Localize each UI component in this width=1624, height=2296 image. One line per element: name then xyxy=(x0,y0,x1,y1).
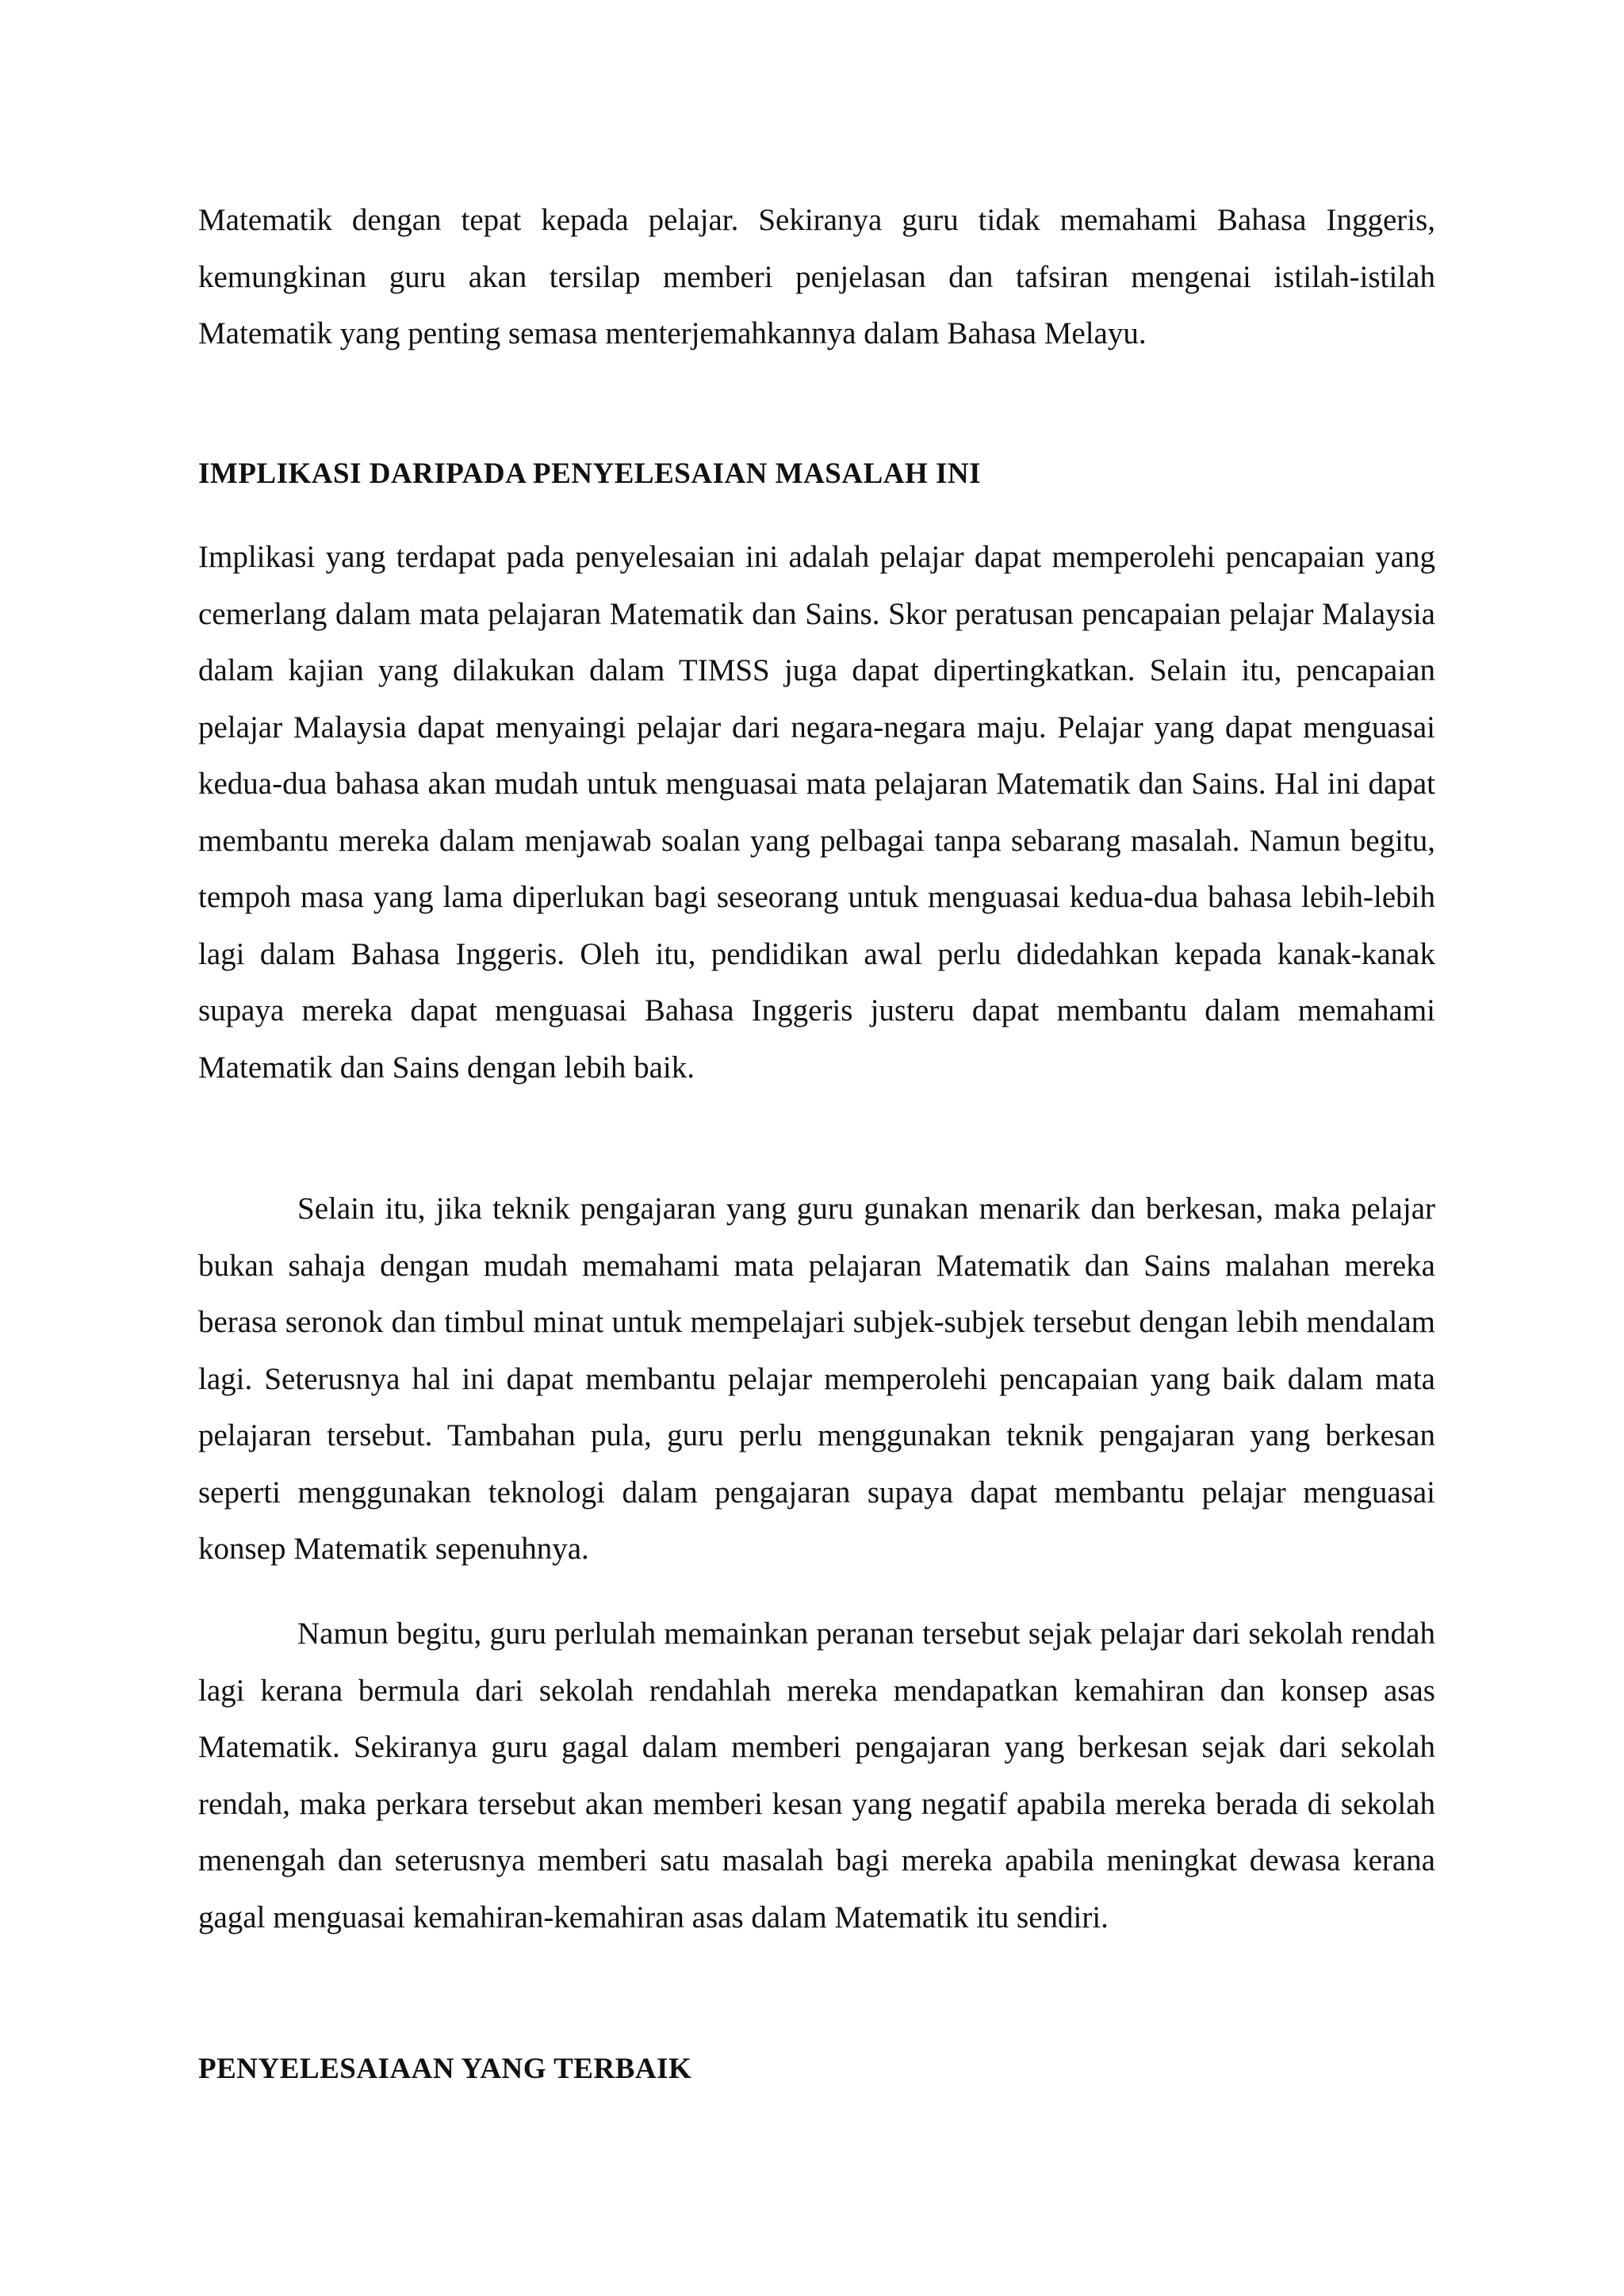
paragraph-implikasi: Implikasi yang terdapat pada penyelesaian ini adalah pelajar dapat memperolehi pencapaian yang cemerlang dalam mata pelajaran Matematik dan Sains. Skor peratusan pencapaian pelajar Malaysia dalam kajian yang dilakukan dalam TIMSS juga dapat dipertingkatkan. Selain itu, pencapaian pelajar Malaysia dapat menyaingi pelajar dari negara-negara maju. Pelajar yang dapat menguasai kedua-dua bahasa akan mudah untuk menguasai mata pelajaran Matematik dan Sains. Hal ini dapat membantu mereka dalam menjawab soalan yang pelbagai tanpa sebarang masalah. Namun begitu, tempoh masa yang lama diperlukan bagi seseorang untuk menguasai kedua-dua bahasa lebih-lebih lagi dalam Bahasa Inggeris. Oleh itu, pendidikan awal perlu didedahkan kepada kanak-kanak supaya mereka dapat menguasai Bahasa Inggeris justeru dapat membantu dalam memahami Matematik dan Sains dengan lebih baik. xyxy=(198,540,1435,1085)
heading-implikasi: IMPLIKASI DARIPADA PENYELESAIAN MASALAH INI xyxy=(198,457,982,490)
heading-penyelesaian: PENYELESAIAAN YANG TERBAIK xyxy=(198,2053,692,2085)
paragraph-selain: Selain itu, jika teknik pengajaran yang guru gunakan menarik dan berkesan, maka pelajar bukan sahaja dengan mudah memahami mata pelajaran Matematik dan Sains malahan mereka berasa seronok dan timbul minat untuk mempelajari subjek-subjek tersebut dengan lebih mendalam lagi. Seterusnya hal ini dapat membantu pelajar memperolehi pencapaian yang baik dalam mata pelajaran tersebut. Tambahan pula, guru perlu menggunakan teknik pengajaran yang berkesan seperti menggunakan teknologi dalam pengajaran supaya dapat membantu pelajar menguasai konsep Matematik sepenuhnya. xyxy=(198,1192,1435,1566)
paragraph-namun: Namun begitu, guru perlulah memainkan peranan tersebut sejak pelajar dari sekolah rendah lagi kerana bermula dari sekolah rendahlah mereka mendapatkan kemahiran dan konsep asas Matematik. Sekiranya guru gagal dalam memberi pengajaran yang berkesan sejak dari sekolah rendah, maka perkara tersebut akan memberi kesan yang negatif apabila mereka berada di sekolah menengah dan seterusnya memberi satu masalah bagi mereka apabila meningkat dewasa kerana gagal menguasai kemahiran-kemahiran asas dalam Matematik itu sendiri. xyxy=(198,1617,1435,1934)
paragraph-intro: Matematik dengan tepat kepada pelajar. Sekiranya guru tidak memahami Bahasa Inggeris, kemungkinan guru akan tersilap memberi penjelasan dan tafsiran mengenai istilah-istilah Matematik yang penting semasa menterjemahkannya dalam Bahasa Melayu. xyxy=(198,203,1435,350)
